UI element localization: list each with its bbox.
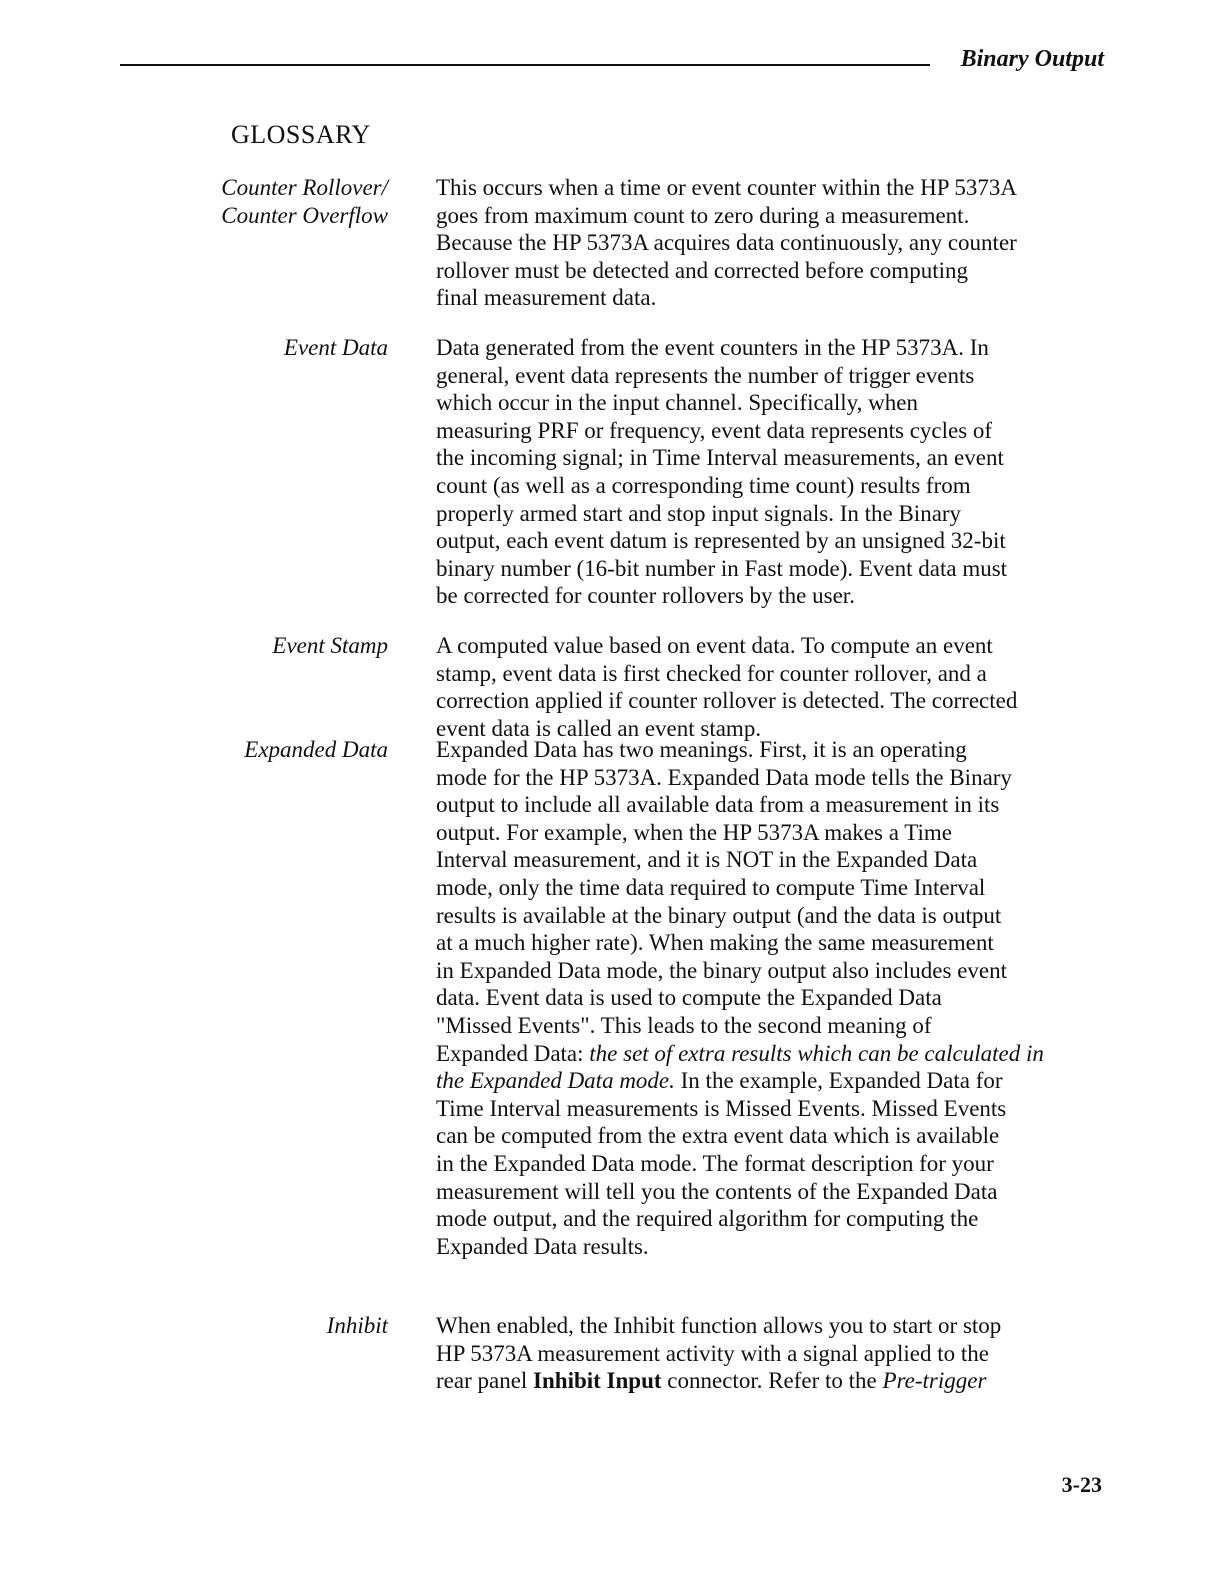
definition-line: measurement will tell you the contents of the Expanded Data bbox=[436, 1178, 998, 1204]
term-line: Expanded Data bbox=[244, 737, 388, 762]
italic-text: the Expanded Data mode. bbox=[436, 1068, 675, 1094]
definition-line: output to include all available data from a measurement in its bbox=[436, 792, 1000, 818]
definition-line: can be computed from the extra event data which is available bbox=[436, 1123, 1000, 1149]
text-segment: connector. Refer to the bbox=[661, 1368, 883, 1394]
bold-text: Inhibit Input bbox=[533, 1368, 662, 1394]
definition-line: measuring PRF or frequency, event data represents cycles of bbox=[436, 417, 993, 443]
definition-line: This occurs when a time or event counter within the HP 5373A bbox=[436, 175, 1018, 200]
glossary-term bbox=[327, 1312, 388, 1340]
definition-line: the incoming signal; in Time Interval measurements, an event bbox=[436, 445, 1004, 471]
definition-line: Time Interval measurements is Missed Events. Missed Events bbox=[436, 1095, 1007, 1121]
definition-line: Expanded Data has two meanings. First, it is an operating bbox=[436, 737, 967, 762]
definition-line: event data is called an event stamp. bbox=[436, 715, 762, 741]
term-line: Counter Rollover/ bbox=[221, 175, 388, 200]
definition-line: at a much higher rate). When making the same measurement bbox=[436, 930, 994, 956]
page-number: 3-23 bbox=[1061, 1472, 1102, 1497]
glossary-definition bbox=[436, 1312, 1116, 1395]
glossary-term bbox=[272, 632, 388, 660]
glossary-definition bbox=[436, 334, 1116, 610]
definition-line: count (as well as a corresponding time count) results from bbox=[436, 472, 971, 498]
definition-line: Expanded Data results. bbox=[436, 1233, 649, 1259]
definition-line: correction applied if counter rollover is detected. The corrected bbox=[436, 688, 1018, 714]
definition-line: final measurement data. bbox=[436, 285, 657, 311]
definition-line: which occur in the input channel. Specifically, when bbox=[436, 390, 918, 416]
definition-line bbox=[436, 1040, 1116, 1068]
term-line: Inhibit bbox=[326, 1313, 388, 1338]
definition-line: mode output, and the required algorithm for computing the bbox=[436, 1206, 979, 1232]
term-line: Event Data bbox=[283, 335, 388, 360]
glossary-term bbox=[284, 334, 388, 362]
definition-line bbox=[436, 1367, 1116, 1395]
running-header: Binary Output bbox=[960, 46, 1104, 72]
term-line: Counter Overflow bbox=[221, 202, 388, 228]
definition-line: A computed value based on event data. To compute an event bbox=[436, 633, 993, 658]
definition-line: binary number (16-bit number in Fast mode). Event data must bbox=[436, 555, 1008, 581]
definition-line: in Expanded Data mode, the binary output also includes event bbox=[436, 957, 1008, 983]
definition-line: rollover must be detected and corrected before computing bbox=[436, 257, 968, 283]
definition-line: output. For example, when the HP 5373A makes a Time bbox=[436, 819, 952, 845]
definition-line: results is available at the binary output (and the data is output bbox=[436, 902, 1002, 928]
term-line: Event Stamp bbox=[272, 633, 388, 658]
definition-line: be corrected for counter rollovers by the user. bbox=[436, 583, 855, 609]
glossary-definition bbox=[436, 174, 1116, 312]
definition-line: in the Expanded Data mode. The format description for your bbox=[436, 1150, 994, 1176]
text-segment: Expanded Data: bbox=[436, 1040, 590, 1066]
definition-line: properly armed start and stop input signals. In the Binary bbox=[436, 500, 962, 526]
text-segment: In the example, Expanded Data for bbox=[674, 1068, 1003, 1094]
glossary-term bbox=[221, 174, 388, 229]
definition-line: Because the HP 5373A acquires data continuously, any counter bbox=[436, 230, 1017, 256]
definition-line: mode for the HP 5373A. Expanded Data mode tells the Binary bbox=[436, 764, 1012, 790]
section-heading: GLOSSARY bbox=[231, 120, 371, 149]
definition-line: data. Event data is used to compute the Expanded Data bbox=[436, 985, 942, 1011]
glossary-term bbox=[244, 736, 388, 764]
definition-line: "Missed Events". This leads to the second meaning of bbox=[436, 1012, 932, 1038]
definition-line: output, each event datum is represented by an unsigned 32-bit bbox=[436, 528, 1006, 554]
definition-line: When enabled, the Inhibit function allows you to start or stop bbox=[436, 1313, 1002, 1338]
header-rule bbox=[120, 64, 930, 66]
definition-line: Interval measurement, and it is NOT in the Expanded Data bbox=[436, 847, 978, 873]
definition-line: stamp, event data is first checked for counter rollover, and a bbox=[436, 660, 987, 686]
glossary-definition bbox=[436, 736, 1116, 1260]
italic-text: the set of extra results which can be calculated in bbox=[589, 1040, 1044, 1066]
definition-line: mode, only the time data required to compute Time Interval bbox=[436, 874, 986, 900]
definition-line: HP 5373A measurement activity with a signal applied to the bbox=[436, 1340, 989, 1366]
definition-line: goes from maximum count to zero during a measurement. bbox=[436, 202, 970, 228]
definition-line: Data generated from the event counters in the HP 5373A. In bbox=[436, 335, 989, 360]
definition-line: general, event data represents the number of trigger events bbox=[436, 362, 975, 388]
definition-line bbox=[436, 1067, 1116, 1095]
italic-text: Pre-trigger bbox=[882, 1368, 987, 1394]
glossary-definition bbox=[436, 632, 1116, 742]
text-segment: rear panel bbox=[436, 1368, 534, 1394]
